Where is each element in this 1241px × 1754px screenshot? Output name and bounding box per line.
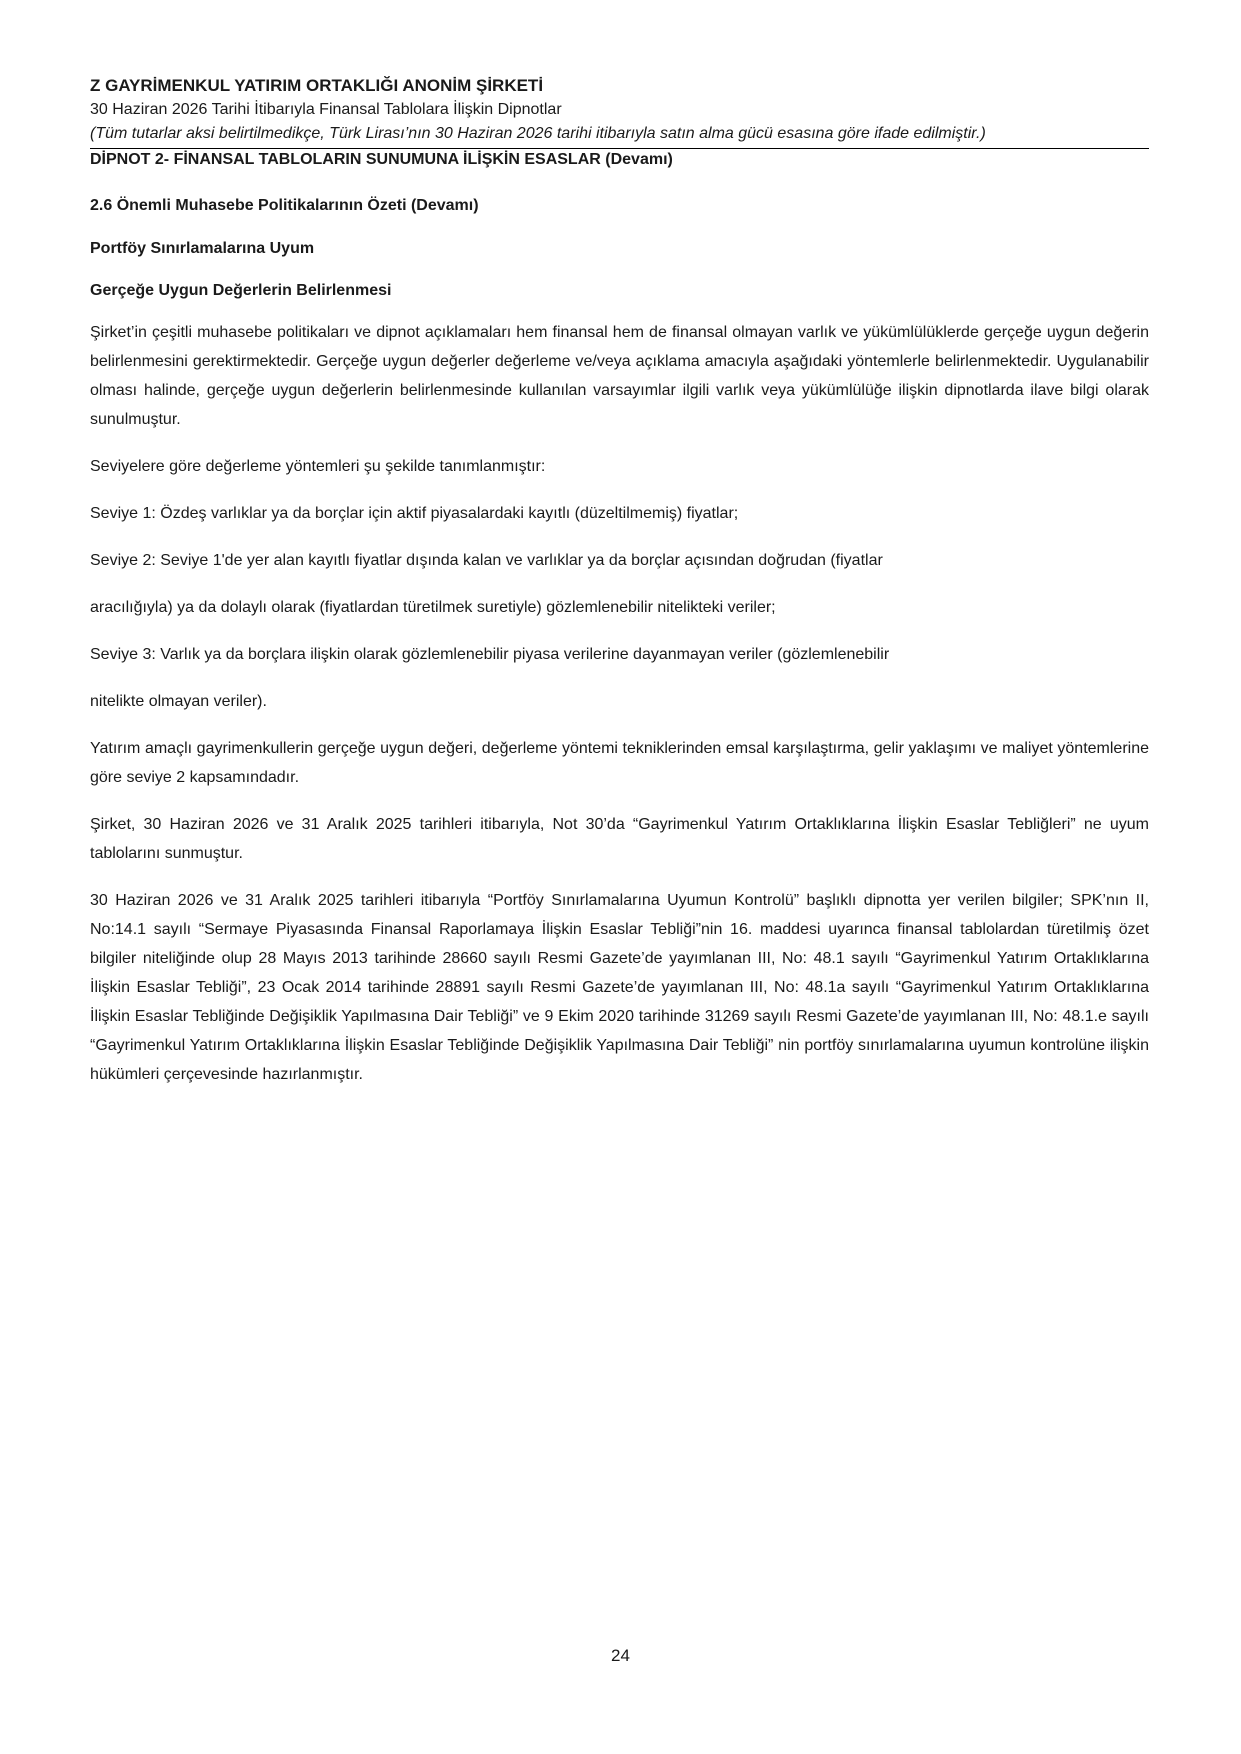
paragraph-compliance-tables: Şirket, 30 Haziran 2026 ve 31 Aralık 2025 tarihleri itibarıyla, Not 30’da “Gayrimenkul Yatırım Ortaklıklarına İlişkin Esaslar Tebliğleri” ne uyum tablolarını sunmuştur. — [90, 816, 1149, 862]
document-page — [90, 74, 1149, 1089]
paragraph-level-1: Seviye 1: Özdeş varlıklar ya da borçlar için aktif piyasalardaki kayıtlı (düzeltilmemiş) fiyatlar; — [90, 505, 739, 522]
paragraph-investment-property: Yatırım amaçlı gayrimenkullerin gerçeğe uygun değeri, değerleme yöntemi tekniklerinden emsal karşılaştırma, gelir yaklaşımı ve maliyet yöntemlerine göre seviye 2 kapsamındadır. — [90, 740, 1149, 786]
paragraph-portfolio-control: 30 Haziran 2026 ve 31 Aralık 2025 tarihleri itibarıyla “Portföy Sınırlamalarına Uyumun Kontrolü” başlıklı dipnotta yer verilen bilgiler; SPK’nın II, No:14.1 sayılı “Sermaye Piyasasında Finansal Raporlamaya İlişkin Esaslar Tebliği”nin 16. maddesi uyarınca finansal tablolardan türetilmiş özet bilgiler niteliğinde olup 28 Mayıs 2013 tarihinde 28660 sayılı Resmi Gazete’de yayımlanan III, No: 48.1 sayılı “Gayrimenkul Yatırım Ortaklıklarına İlişkin Esaslar Tebliği”, 23 Ocak 2014 tarihinde 28891 sayılı Resmi Gazete’de yayımlanan III, No: 48.1a sayılı “Gayrimenkul Yatırım Ortaklıklarına İlişkin Esaslar Tebliğinde Değişiklik Yapılmasına Dair Tebliği” ve 9 Ekim 2020 tarihinde 31269 sayılı Resmi Gazete’de yayımlanan III, No: 48.1.e sayılı “Gayrimenkul Yatırım Ortaklıklarına İlişkin Esaslar Tebliğinde Değişiklik Yapılmasına Dair Tebliği” nin portföy sınırlamalarına uyumun kontrolüne ilişkin hükümleri çerçevesinde hazırlanmıştır. — [90, 892, 1149, 1083]
paragraph-level-2-line2: aracılığıyla) ya da dolaylı olarak (fiyatlardan türetilmek suretiyle) gözlemlenebilir nitelikteki veriler; — [90, 599, 776, 616]
paragraph-fair-value-intro: Şirket’in çeşitli muhasebe politikaları ve dipnot açıklamaları hem finansal hem de finansal olmayan varlık ve yükümlülüklerde gerçeğe uygun değerin belirlenmesini gerektirmektedir. Gerçeğe uygun değerler değerleme ve/veya açıklama amacıyla aşağıdaki yöntemlerle belirlenmektedir. Uygulanabilir olması halinde, gerçeğe uygun değerlerin belirlenmesinde kullanılan varsayımlar ilgili varlık veya yükümlülüğe ilişkin dipnotlarda ilave bilgi olarak sunulmuştur. — [90, 324, 1149, 428]
page-number: 24 — [611, 1646, 630, 1665]
note-title: DİPNOT 2- FİNANSAL TABLOLARIN SUNUMUNA İLİŞKİN ESASLAR (Devamı) — [90, 151, 673, 168]
paragraph-levels-intro: Seviyelere göre değerleme yöntemleri şu şekilde tanımlanmıştır: — [90, 458, 546, 475]
section-title: 2.6 Önemli Muhasebe Politikalarının Özeti (Devamı) — [90, 197, 479, 214]
paragraph-level-3-line2: nitelikte olmayan veriler). — [90, 693, 267, 710]
currency-note: (Tüm tutarlar aksi belirtilmedikçe, Türk Lirası’nın 30 Haziran 2026 tarihi itibarıyla satın alma gücü esasına göre ifade edilmiştir.) — [90, 125, 986, 142]
paragraph-level-3-line1: Seviye 3: Varlık ya da borçlara ilişkin olarak gözlemlenebilir piyasa verilerine dayanmayan veriler (gözlemlenebilir — [90, 646, 890, 663]
report-subtitle: 30 Haziran 2026 Tarihi İtibarıyla Finansal Tablolara İlişkin Dipnotlar — [90, 101, 562, 118]
paragraph-level-2-line1: Seviye 2: Seviye 1'de yer alan kayıtlı fiyatlar dışında kalan ve varlıklar ya da borçlar açısından doğrudan (fiyatlar — [90, 552, 883, 569]
company-name: Z GAYRİMENKUL YATIRIM ORTAKLIĞI ANONİM ŞİRKETİ — [90, 76, 544, 95]
subsection-title-portfolio: Portföy Sınırlamalarına Uyum — [90, 240, 315, 257]
subsection-title-fair-value: Gerçeğe Uygun Değerlerin Belirlenmesi — [90, 282, 392, 299]
